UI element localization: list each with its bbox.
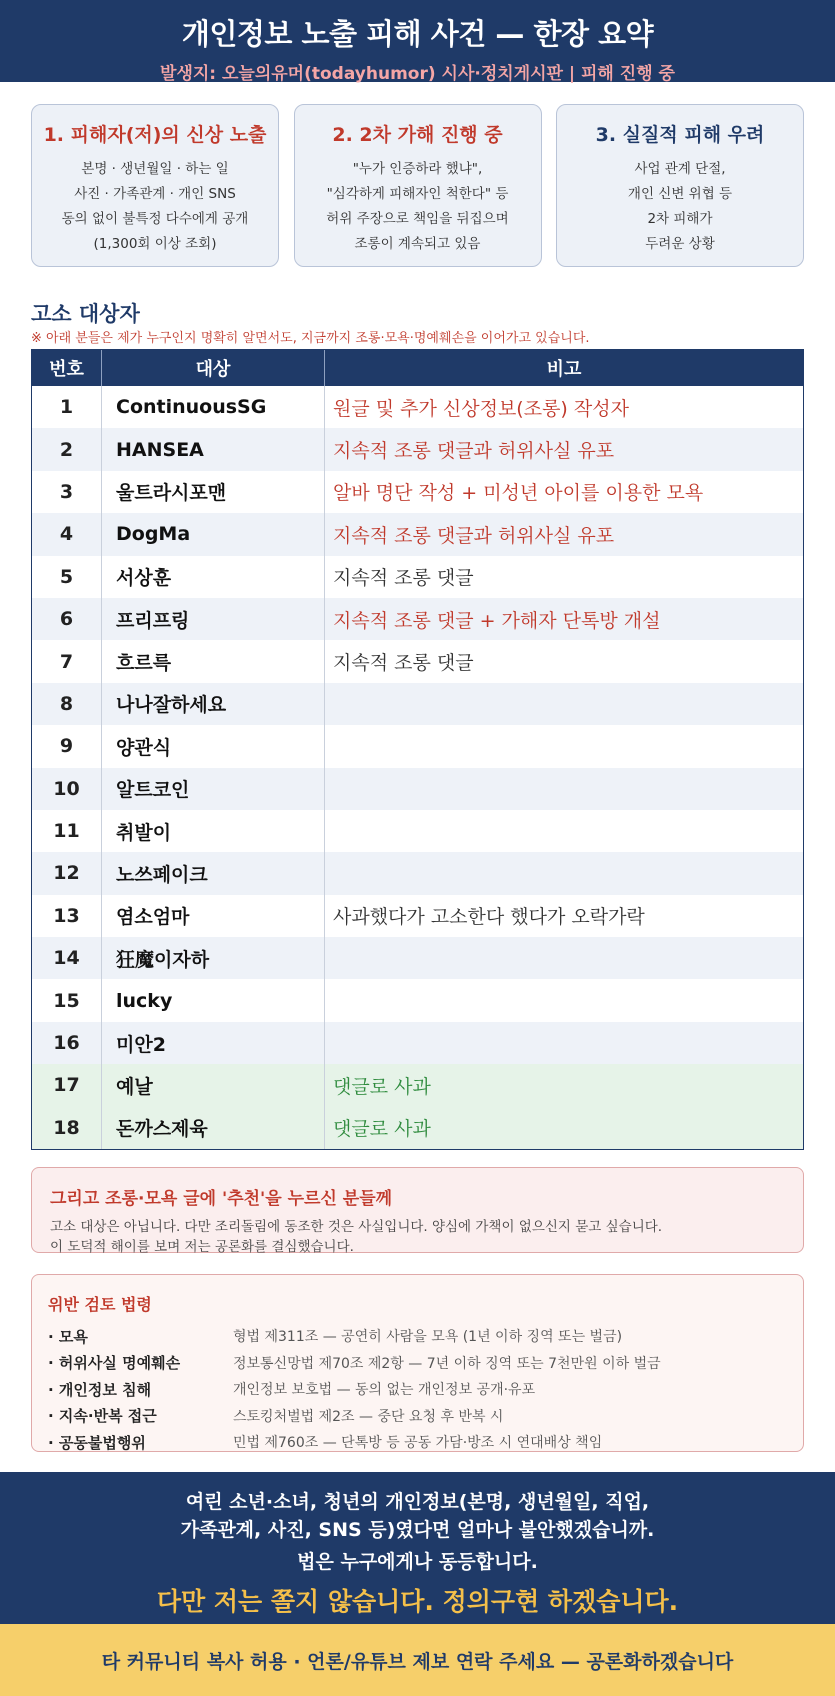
cell-number: 13 — [32, 895, 102, 937]
law-item — [48, 1323, 787, 1350]
cell-remark — [325, 725, 803, 767]
law-desc: 스토킹처벌법 제2조 — 중단 요청 후 반복 시 — [233, 1408, 504, 1425]
card-line: 2차 피해가 — [647, 211, 713, 227]
footer-line: 가족관계, 사진, SNS 등)였다면 얼마나 불안했겠습니까. — [180, 1519, 655, 1541]
cell-remark: 지속적 조롱 댓글 — [333, 567, 474, 590]
law-item — [48, 1376, 787, 1403]
cell-target-name: 알트코인 — [102, 768, 325, 810]
table-row — [32, 725, 803, 767]
table-row — [32, 852, 803, 894]
cell-remark — [325, 979, 803, 1021]
table-row — [32, 471, 803, 513]
cell-remark — [325, 683, 803, 725]
table-body — [32, 386, 803, 1149]
cell-number: 17 — [32, 1064, 102, 1106]
law-name: · 공동불법행위 — [48, 1433, 146, 1452]
table-row — [32, 979, 803, 1021]
footer-line: 법은 누구에게나 동등합니다. — [297, 1551, 538, 1573]
cell-number: 1 — [32, 386, 102, 428]
laws-title: 위반 검토 법령 — [48, 1295, 152, 1314]
cell-remark — [325, 852, 803, 894]
law-item — [48, 1403, 787, 1430]
card-line: "심각하게 피해자인 척한다" 등 — [326, 186, 509, 202]
cell-remark: 원글 및 추가 신상정보(조롱) 작성자 — [333, 397, 629, 420]
page-subtitle: 발생지: 오늘의유머(todayhumor) 시사·정치게시판 | 피해 진행 중 — [160, 64, 675, 84]
cell-number: 12 — [32, 852, 102, 894]
recommenders-line: 고소 대상은 아닙니다. 다만 조리돌림에 동조한 것은 사실입니다. 양심에 가책이 없으신지 묻고 싶습니다. — [50, 1219, 663, 1235]
cell-remark: 지속적 조롱 댓글 + 가해자 단톡방 개설 — [333, 609, 661, 632]
cell-target-name: 돈까스제육 — [102, 1107, 325, 1149]
card-line: 동의 없이 불특정 다수에게 공개 — [61, 211, 249, 227]
cell-number: 7 — [32, 640, 102, 682]
targets-table — [31, 349, 804, 1150]
header-cell-target: 대상 — [102, 350, 325, 386]
summary-card-exposure — [31, 104, 279, 267]
footer-highlight: 다만 저는 쫄지 않습니다. 정의구현 하겠습니다. — [156, 1587, 679, 1616]
law-desc: 정보통신망법 제70조 제2항 — 7년 이하 징역 또는 7천만원 이하 벌금 — [233, 1355, 661, 1372]
table-row — [32, 1022, 803, 1064]
law-desc: 개인정보 보호법 — 동의 없는 개인정보 공개·유포 — [233, 1382, 536, 1399]
table-row — [32, 810, 803, 852]
recommenders-title: 그리고 조롱·모욕 글에 '추천'을 누르신 분들께 — [50, 1189, 393, 1209]
cell-target-name: 취발이 — [102, 810, 325, 852]
table-row — [32, 1107, 803, 1149]
cell-remark: 지속적 조롱 댓글과 허위사실 유포 — [333, 440, 615, 463]
cell-number: 11 — [32, 810, 102, 852]
cell-number: 10 — [32, 768, 102, 810]
cell-remark: 사과했다가 고소한다 했다가 오락가락 — [333, 906, 645, 929]
table-row — [32, 895, 803, 937]
law-name: · 허위사실 명예훼손 — [48, 1354, 181, 1373]
card-line: 사업 관계 단절, — [634, 161, 726, 177]
cell-target-name: 흐르륵 — [102, 640, 325, 682]
bottom-banner — [0, 1624, 835, 1696]
card-line: "누가 인증하라 했냐", — [352, 161, 483, 177]
card-line: 본명 · 생년월일 · 하는 일 — [81, 161, 229, 177]
cell-number: 5 — [32, 556, 102, 598]
cell-target-name: lucky — [102, 979, 325, 1021]
table-row — [32, 598, 803, 640]
summary-cards — [31, 104, 804, 267]
summary-card-real-damage — [556, 104, 804, 267]
law-item — [48, 1350, 787, 1377]
cell-target-name: 울트라시포맨 — [102, 471, 325, 513]
cell-remark: 지속적 조롱 댓글 — [333, 652, 474, 675]
bottom-banner-text: 타 커뮤니티 복사 허용 · 언론/유튜브 제보 연락 주세요 — 공론화하겠습니다 — [101, 1650, 734, 1673]
cell-target-name: 狂魔이자하 — [102, 937, 325, 979]
card-line: (1,300회 이상 조회) — [93, 236, 217, 252]
table-row — [32, 513, 803, 555]
cell-remark: 지속적 조롱 댓글과 허위사실 유포 — [333, 524, 615, 547]
cell-target-name: 염소엄마 — [102, 895, 325, 937]
law-name: · 개인정보 침해 — [48, 1380, 152, 1399]
cell-remark: 댓글로 사과 — [333, 1075, 431, 1098]
law-desc: 형법 제311조 — 공연히 사람을 모욕 (1년 이하 징역 또는 벌금) — [233, 1329, 623, 1346]
law-name: · 모욕 — [48, 1327, 88, 1346]
recommenders-line: 이 도덕적 해이를 보며 저는 공론화를 결심했습니다. — [50, 1239, 354, 1255]
cell-remark — [325, 937, 803, 979]
cell-number: 18 — [32, 1107, 102, 1149]
cell-remark — [325, 810, 803, 852]
cell-number: 8 — [32, 683, 102, 725]
card-line: 사진 · 가족관계 · 개인 SNS — [74, 186, 236, 202]
targets-title: 고소 대상자 — [31, 302, 140, 326]
cell-number: 4 — [32, 513, 102, 555]
cell-number: 14 — [32, 937, 102, 979]
card-line: 두려운 상황 — [645, 236, 715, 252]
cell-number: 16 — [32, 1022, 102, 1064]
page-title: 개인정보 노출 피해 사건 — 한장 요약 — [181, 17, 654, 51]
cell-remark — [325, 1022, 803, 1064]
card-title: 3. 실질적 피해 우려 — [595, 124, 765, 146]
summary-card-secondary-harm — [294, 104, 542, 267]
table-row — [32, 937, 803, 979]
table-row — [32, 640, 803, 682]
laws-box — [31, 1274, 804, 1452]
table-row — [32, 386, 803, 428]
cell-remark — [325, 768, 803, 810]
table-row — [32, 556, 803, 598]
recommenders-notice — [31, 1167, 804, 1253]
cell-target-name: 서상훈 — [102, 556, 325, 598]
cell-target-name: 나나잘하세요 — [102, 683, 325, 725]
law-item — [48, 1429, 787, 1456]
cell-target-name: 예날 — [102, 1064, 325, 1106]
cell-target-name: 양관식 — [102, 725, 325, 767]
cell-target-name: ContinuousSG — [102, 386, 325, 428]
card-line: 조롱이 계속되고 있음 — [354, 236, 481, 252]
cell-number: 6 — [32, 598, 102, 640]
card-title: 1. 피해자(저)의 신상 노출 — [43, 124, 267, 146]
table-row — [32, 683, 803, 725]
card-title: 2. 2차 가해 진행 중 — [332, 124, 503, 146]
cell-target-name: 노쓰페이크 — [102, 852, 325, 894]
cell-remark: 알바 명단 작성 + 미성년 아이를 이용한 모욕 — [333, 482, 704, 505]
cell-number: 15 — [32, 979, 102, 1021]
cell-remark: 댓글로 사과 — [333, 1118, 431, 1141]
targets-note: ※ 아래 분들은 제가 누구인지 명확히 알면서도, 지금까지 조롱·모욕·명예훼손을 이어가고 있습니다. — [31, 331, 590, 346]
cell-number: 2 — [32, 428, 102, 470]
header-cell-remark: 비고 — [546, 359, 582, 380]
header-banner — [0, 0, 835, 82]
cell-number: 3 — [32, 471, 102, 513]
card-line: 허위 주장으로 책임을 뒤집으며 — [326, 211, 509, 227]
table-row — [32, 768, 803, 810]
footer-message — [0, 1472, 835, 1624]
card-line: 개인 신변 위협 등 — [627, 186, 733, 202]
cell-target-name: 미안2 — [102, 1022, 325, 1064]
header-cell-number: 번호 — [32, 350, 102, 386]
cell-target-name: 프리프링 — [102, 598, 325, 640]
footer-line: 여린 소년·소녀, 청년의 개인정보(본명, 생년월일, 직업, — [185, 1491, 650, 1513]
table-row — [32, 1064, 803, 1106]
cell-target-name: HANSEA — [102, 428, 325, 470]
cell-target-name: DogMa — [102, 513, 325, 555]
law-desc: 민법 제760조 — 단톡방 등 공동 가담·방조 시 연대배상 책임 — [233, 1435, 603, 1452]
table-header — [32, 350, 803, 386]
table-row — [32, 428, 803, 470]
cell-number: 9 — [32, 725, 102, 767]
law-name: · 지속·반복 접근 — [48, 1407, 157, 1426]
